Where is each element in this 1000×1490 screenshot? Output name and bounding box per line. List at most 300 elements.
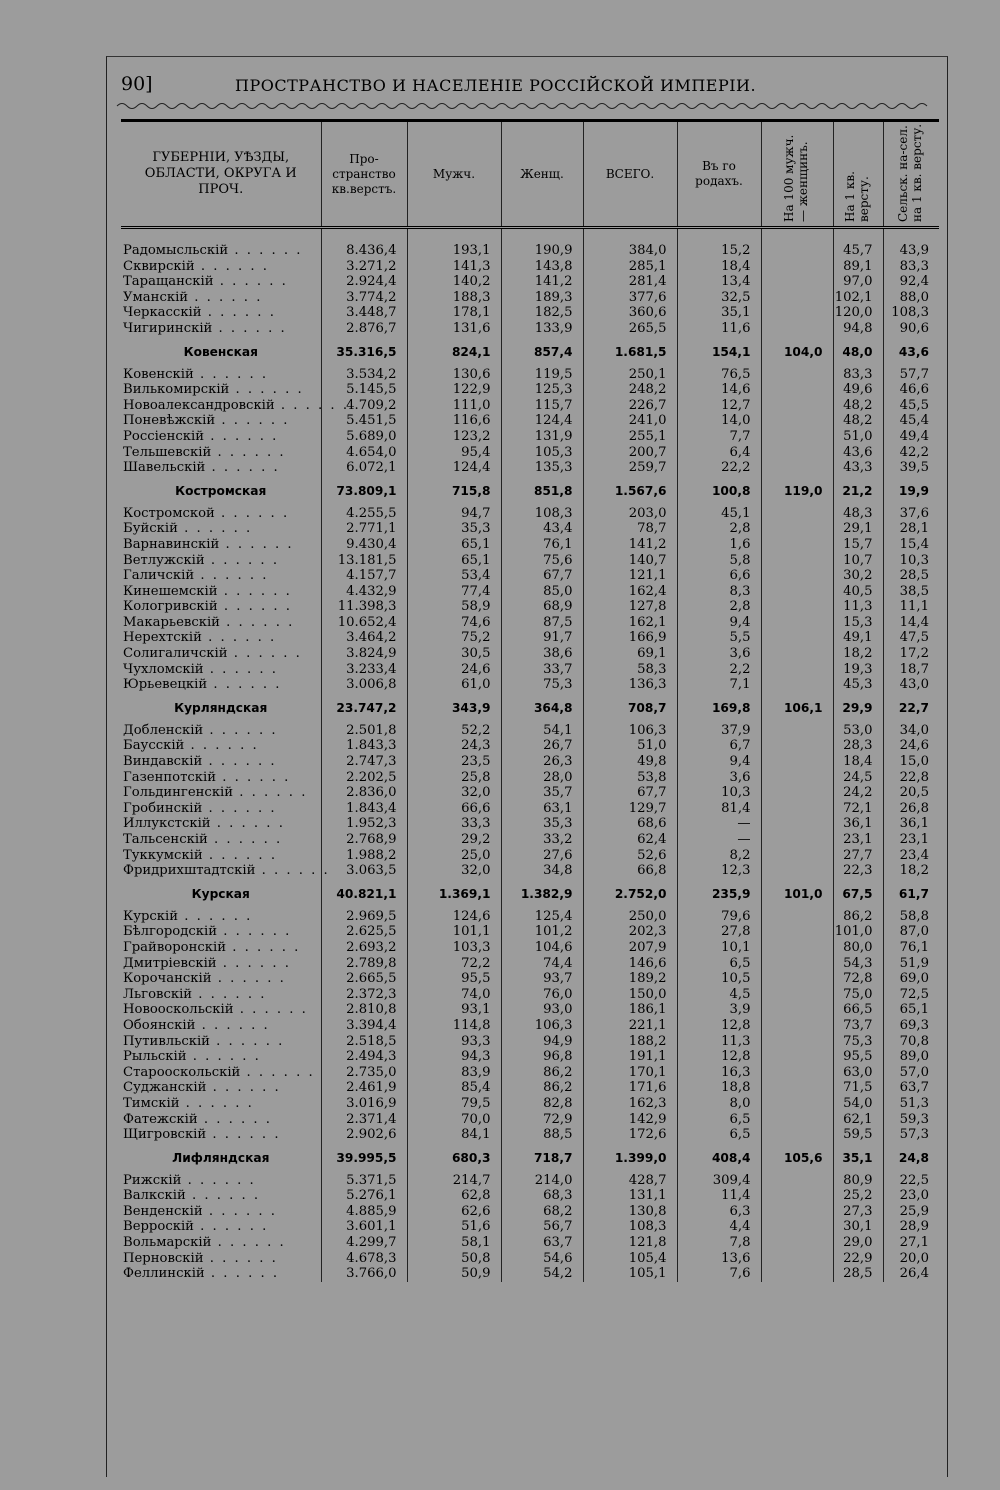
density-cell: 73,7 xyxy=(833,1018,883,1034)
ratio-cell xyxy=(761,646,833,662)
female-cell: 88,5 xyxy=(501,1127,583,1143)
female-cell: 718,7 xyxy=(501,1143,583,1173)
table-row xyxy=(121,738,939,754)
female-cell: 182,5 xyxy=(501,305,583,321)
female-cell: 101,2 xyxy=(501,924,583,940)
female-cell: 54,6 xyxy=(501,1251,583,1267)
density-cell: 30,2 xyxy=(833,568,883,584)
total-cell: 162,1 xyxy=(583,615,677,631)
area-cell: 5.276,1 xyxy=(321,1188,407,1204)
district-name: Костромской . . . . . . xyxy=(123,505,290,521)
total-cell: 2.752,0 xyxy=(583,879,677,909)
total-cell: 136,3 xyxy=(583,677,677,693)
district-name: Новооскольскій . . . . . . xyxy=(123,1002,308,1018)
male-cell: 131,6 xyxy=(407,321,501,337)
density-cell: 27,7 xyxy=(833,848,883,864)
female-cell: 35,7 xyxy=(501,785,583,801)
leader-dots: . . . . . . xyxy=(211,1235,286,1251)
total-cell: 162,4 xyxy=(583,584,677,600)
table-row xyxy=(121,274,939,290)
total-cell: 250,0 xyxy=(583,909,677,925)
area-cell: 4.678,3 xyxy=(321,1251,407,1267)
total-cell: 248,2 xyxy=(583,382,677,398)
area-cell: 2.902,6 xyxy=(321,1127,407,1143)
leader-dots: . . . . . . xyxy=(194,258,269,274)
total-cell: 105,1 xyxy=(583,1266,677,1282)
total-cell: 360,6 xyxy=(583,305,677,321)
total-cell: 142,9 xyxy=(583,1112,677,1128)
area-cell: 2.768,9 xyxy=(321,832,407,848)
district-name: Вилькомирскій . . . . . . xyxy=(123,382,304,398)
leader-dots: . . . . . . xyxy=(206,1127,281,1143)
area-cell: 40.821,1 xyxy=(321,879,407,909)
table-row xyxy=(121,305,939,321)
province-total-row xyxy=(121,879,939,909)
rural-cell: 51,3 xyxy=(883,1096,939,1112)
ratio-cell xyxy=(761,1112,833,1128)
ratio-cell xyxy=(761,662,833,678)
area-cell: 2.836,0 xyxy=(321,785,407,801)
leader-dots: . . . . . . xyxy=(217,583,292,599)
density-cell: 21,2 xyxy=(833,476,883,506)
male-cell: 65,1 xyxy=(407,537,501,553)
female-cell: 26,3 xyxy=(501,754,583,770)
female-cell: 68,9 xyxy=(501,599,583,615)
male-cell: 50,8 xyxy=(407,1251,501,1267)
rural-cell: 49,4 xyxy=(883,429,939,445)
male-cell: 25,8 xyxy=(407,770,501,786)
rural-cell: 24,8 xyxy=(883,1143,939,1173)
area-cell: 2.518,5 xyxy=(321,1034,407,1050)
female-cell: 1.382,9 xyxy=(501,879,583,909)
total-cell: 51,0 xyxy=(583,738,677,754)
leader-dots: . . . . . . xyxy=(186,1049,261,1065)
density-cell: 18,2 xyxy=(833,646,883,662)
leader-dots: . . . . . . xyxy=(177,521,253,537)
table-row xyxy=(121,1080,939,1096)
table-row xyxy=(121,1235,939,1251)
female-cell: 54,1 xyxy=(501,723,583,739)
ratio-cell xyxy=(761,754,833,770)
leader-dots: . . . . . . xyxy=(219,614,295,630)
area-cell: 3.016,9 xyxy=(321,1096,407,1112)
female-cell: 76,1 xyxy=(501,537,583,553)
district-name: Курская xyxy=(191,886,250,901)
female-cell: 86,2 xyxy=(501,1080,583,1096)
leader-dots: . . . . . . xyxy=(207,677,282,693)
male-cell: 52,2 xyxy=(407,723,501,739)
area-cell: 2.735,0 xyxy=(321,1065,407,1081)
district-name: Чухломскій . . . . . . xyxy=(123,661,278,677)
rural-cell: 34,0 xyxy=(883,723,939,739)
area-cell: 4.157,7 xyxy=(321,568,407,584)
rural-cell: 23,0 xyxy=(883,1188,939,1204)
ratio-cell xyxy=(761,599,833,615)
table-row xyxy=(121,568,939,584)
female-cell: 85,0 xyxy=(501,584,583,600)
towns-cell: 32,5 xyxy=(677,290,761,306)
density-cell: 120,0 xyxy=(833,305,883,321)
population-table xyxy=(121,119,939,1282)
ratio-cell xyxy=(761,537,833,553)
area-cell: 3.464,2 xyxy=(321,630,407,646)
total-cell: 207,9 xyxy=(583,940,677,956)
density-cell: 27,3 xyxy=(833,1204,883,1220)
table-header-row xyxy=(121,121,939,228)
total-cell: 66,8 xyxy=(583,863,677,879)
ratio-cell xyxy=(761,367,833,383)
rural-cell: 45,4 xyxy=(883,413,939,429)
ratio-cell: 119,0 xyxy=(761,476,833,506)
area-cell: 39.995,5 xyxy=(321,1143,407,1173)
density-cell: 71,5 xyxy=(833,1080,883,1096)
ratio-cell xyxy=(761,848,833,864)
female-cell: 104,6 xyxy=(501,940,583,956)
ratio-cell xyxy=(761,1018,833,1034)
rural-cell: 58,8 xyxy=(883,909,939,925)
towns-cell: 100,8 xyxy=(677,476,761,506)
province-total-row xyxy=(121,337,939,367)
page-number: 90] xyxy=(121,73,153,95)
male-cell: 343,9 xyxy=(407,693,501,723)
density-cell: 63,0 xyxy=(833,1065,883,1081)
female-cell: 143,8 xyxy=(501,259,583,275)
towns-cell: 4,5 xyxy=(677,987,761,1003)
district-name: Перновскій . . . . . . xyxy=(123,1250,278,1266)
ratio-cell xyxy=(761,321,833,337)
table-row xyxy=(121,723,939,739)
total-cell: 58,3 xyxy=(583,662,677,678)
area-cell: 13.181,5 xyxy=(321,553,407,569)
female-cell: 38,6 xyxy=(501,646,583,662)
table-row xyxy=(121,553,939,569)
towns-cell: 5,8 xyxy=(677,553,761,569)
table-row xyxy=(121,429,939,445)
table-body xyxy=(121,228,939,1282)
rural-cell: 39,5 xyxy=(883,460,939,476)
leader-dots: . . . . . . xyxy=(255,863,330,879)
male-cell: 50,9 xyxy=(407,1266,501,1282)
total-cell: 62,4 xyxy=(583,832,677,848)
total-cell: 285,1 xyxy=(583,259,677,275)
towns-cell: 76,5 xyxy=(677,367,761,383)
rural-cell: 11,1 xyxy=(883,599,939,615)
female-cell: 35,3 xyxy=(501,816,583,832)
female-cell: 72,9 xyxy=(501,1112,583,1128)
rural-cell: 57,3 xyxy=(883,1127,939,1143)
density-cell: 80,9 xyxy=(833,1173,883,1189)
area-cell: 3.766,0 xyxy=(321,1266,407,1282)
total-cell: 129,7 xyxy=(583,801,677,817)
male-cell: 122,9 xyxy=(407,382,501,398)
leader-dots: . . . . . . xyxy=(216,955,291,971)
density-cell: 28,5 xyxy=(833,1266,883,1282)
male-cell: 72,2 xyxy=(407,956,501,972)
towns-cell: 79,6 xyxy=(677,909,761,925)
total-cell: 259,7 xyxy=(583,460,677,476)
area-cell: 3.774,2 xyxy=(321,290,407,306)
table-row xyxy=(121,599,939,615)
ratio-cell xyxy=(761,305,833,321)
rural-cell: 28,9 xyxy=(883,1219,939,1235)
ratio-cell xyxy=(761,1188,833,1204)
leader-dots: . . . . . . xyxy=(179,1095,254,1111)
rural-cell: 43,6 xyxy=(883,337,939,367)
leader-dots: . . . . . . xyxy=(216,769,291,785)
density-cell: 49,6 xyxy=(833,382,883,398)
table-row xyxy=(121,1018,939,1034)
district-name: Грайворонскій . . . . . . xyxy=(123,939,301,955)
ratio-cell xyxy=(761,259,833,275)
table-row xyxy=(121,521,939,537)
district-name: Корочанскій . . . . . . xyxy=(123,971,286,987)
rural-cell: 83,3 xyxy=(883,259,939,275)
female-cell: 27,6 xyxy=(501,848,583,864)
ratio-cell xyxy=(761,228,833,259)
rural-cell: 63,7 xyxy=(883,1080,939,1096)
area-cell: 4.299,7 xyxy=(321,1235,407,1251)
male-cell: 25,0 xyxy=(407,848,501,864)
rural-cell: 57,7 xyxy=(883,367,939,383)
female-cell: 214,0 xyxy=(501,1173,583,1189)
density-cell: 45,7 xyxy=(833,228,883,259)
leader-dots: . . . . . . xyxy=(202,847,278,863)
district-name: Гольдингенскій . . . . . . xyxy=(123,785,308,801)
total-cell: 200,7 xyxy=(583,445,677,461)
female-cell: 124,4 xyxy=(501,413,583,429)
total-cell: 108,3 xyxy=(583,1219,677,1235)
towns-cell: 15,2 xyxy=(677,228,761,259)
rural-cell: 45,5 xyxy=(883,398,939,414)
ratio-cell xyxy=(761,940,833,956)
ratio-cell xyxy=(761,429,833,445)
table-row xyxy=(121,909,939,925)
header-towns: Въ го родахъ. xyxy=(677,121,761,228)
towns-cell: 2,8 xyxy=(677,599,761,615)
total-cell: 171,6 xyxy=(583,1080,677,1096)
female-cell: 106,3 xyxy=(501,1018,583,1034)
density-cell: 43,6 xyxy=(833,445,883,461)
male-cell: 111,0 xyxy=(407,398,501,414)
rural-cell: 28,1 xyxy=(883,521,939,537)
leader-dots: . . . . . . xyxy=(204,1266,280,1282)
male-cell: 114,8 xyxy=(407,1018,501,1034)
area-cell: 3.394,4 xyxy=(321,1018,407,1034)
district-name: Сквирскій . . . . . . xyxy=(123,258,269,274)
male-cell: 94,7 xyxy=(407,506,501,522)
ratio-cell xyxy=(761,290,833,306)
density-cell: 18,4 xyxy=(833,754,883,770)
rural-cell: 24,6 xyxy=(883,738,939,754)
male-cell: 715,8 xyxy=(407,476,501,506)
district-name: Бѣлгородскій . . . . . . xyxy=(123,924,292,940)
towns-cell: — xyxy=(677,832,761,848)
total-cell: 150,0 xyxy=(583,987,677,1003)
total-cell: 241,0 xyxy=(583,413,677,429)
towns-cell: 11,3 xyxy=(677,1034,761,1050)
total-cell: 191,1 xyxy=(583,1049,677,1065)
towns-cell: 6,5 xyxy=(677,1127,761,1143)
male-cell: 62,8 xyxy=(407,1188,501,1204)
rural-cell: 108,3 xyxy=(883,305,939,321)
total-cell: 377,6 xyxy=(583,290,677,306)
district-name: Нерехтскій . . . . . . xyxy=(123,630,277,646)
towns-cell: 16,3 xyxy=(677,1065,761,1081)
male-cell: 65,1 xyxy=(407,553,501,569)
towns-cell: 235,9 xyxy=(677,879,761,909)
rural-cell: 90,6 xyxy=(883,321,939,337)
towns-cell: 1,6 xyxy=(677,537,761,553)
page-title: ПРОСТРАНСТВО И НАСЕЛЕНІЕ РОССІЙСКОЙ ИМПЕРІИ. xyxy=(235,76,757,95)
total-cell: 384,0 xyxy=(583,228,677,259)
leader-dots: . . . . . . xyxy=(209,1033,285,1049)
total-cell: 146,6 xyxy=(583,956,677,972)
district-name: Баусскій . . . . . . xyxy=(123,738,259,754)
rural-cell: 26,4 xyxy=(883,1266,939,1282)
ratio-cell xyxy=(761,584,833,600)
area-cell: 3.271,2 xyxy=(321,259,407,275)
area-cell: 2.810,8 xyxy=(321,1002,407,1018)
table-row xyxy=(121,646,939,662)
ratio-cell xyxy=(761,274,833,290)
district-name: Верроскій . . . . . . xyxy=(123,1219,269,1235)
area-cell: 4.709,2 xyxy=(321,398,407,414)
male-cell: 140,2 xyxy=(407,274,501,290)
district-name: Курскій . . . . . . xyxy=(123,908,253,924)
district-name: Дмитріевскій . . . . . . xyxy=(123,955,291,971)
district-name: Старооскольскій . . . . . . xyxy=(123,1064,315,1080)
density-cell: 19,3 xyxy=(833,662,883,678)
ratio-cell: 104,0 xyxy=(761,337,833,367)
rural-cell: 37,6 xyxy=(883,506,939,522)
female-cell: 135,3 xyxy=(501,460,583,476)
female-cell: 93,7 xyxy=(501,971,583,987)
leader-dots: . . . . . . xyxy=(204,552,280,568)
ratio-cell xyxy=(761,1002,833,1018)
female-cell: 87,5 xyxy=(501,615,583,631)
male-cell: 24,6 xyxy=(407,662,501,678)
rural-cell: 47,5 xyxy=(883,630,939,646)
density-cell: 97,0 xyxy=(833,274,883,290)
leader-dots: . . . . . . xyxy=(212,320,287,336)
rural-cell: 87,0 xyxy=(883,924,939,940)
male-cell: 30,5 xyxy=(407,646,501,662)
towns-cell: 8,2 xyxy=(677,848,761,864)
leader-dots: . . . . . . xyxy=(205,460,280,476)
leader-dots: . . . . . . xyxy=(193,366,269,382)
table-row xyxy=(121,584,939,600)
province-total-row xyxy=(121,693,939,723)
area-cell: 2.372,3 xyxy=(321,987,407,1003)
density-cell: 22,3 xyxy=(833,863,883,879)
ratio-cell xyxy=(761,1034,833,1050)
leader-dots: . . . . . . xyxy=(185,1188,261,1204)
table-row xyxy=(121,228,939,259)
table-row xyxy=(121,863,939,879)
total-cell: 1.681,5 xyxy=(583,337,677,367)
female-cell: 91,7 xyxy=(501,630,583,646)
area-cell: 9.430,4 xyxy=(321,537,407,553)
ratio-cell xyxy=(761,816,833,832)
total-cell: 49,8 xyxy=(583,754,677,770)
total-cell: 53,8 xyxy=(583,770,677,786)
total-cell: 121,8 xyxy=(583,1235,677,1251)
table-row xyxy=(121,506,939,522)
towns-cell: 13,6 xyxy=(677,1251,761,1267)
table-row xyxy=(121,1266,939,1282)
district-name: Ковенская xyxy=(183,344,258,359)
male-cell: 77,4 xyxy=(407,584,501,600)
ratio-cell xyxy=(761,615,833,631)
total-cell: 265,5 xyxy=(583,321,677,337)
rural-cell: 51,9 xyxy=(883,956,939,972)
ratio-cell xyxy=(761,1204,833,1220)
towns-cell: 10,1 xyxy=(677,940,761,956)
rural-cell: 10,3 xyxy=(883,553,939,569)
female-cell: 108,3 xyxy=(501,506,583,522)
male-cell: 32,0 xyxy=(407,785,501,801)
density-cell: 24,5 xyxy=(833,770,883,786)
district-name: Костромская xyxy=(175,483,267,498)
area-cell: 3.824,9 xyxy=(321,646,407,662)
rural-cell: 89,0 xyxy=(883,1049,939,1065)
towns-cell: 12,8 xyxy=(677,1018,761,1034)
leader-dots: . . . . . . xyxy=(215,413,290,429)
district-name: Кологривскій . . . . . . xyxy=(123,599,292,615)
leader-dots: . . . . . . xyxy=(206,1080,281,1096)
density-cell: 11,3 xyxy=(833,599,883,615)
leader-dots: . . . . . . xyxy=(204,428,279,444)
area-cell: 73.809,1 xyxy=(321,476,407,506)
table-row xyxy=(121,615,939,631)
district-name: Черкасскій . . . . . . xyxy=(123,305,276,321)
leader-dots: . . . . . . xyxy=(203,1250,278,1266)
rural-cell: 22,5 xyxy=(883,1173,939,1189)
table-row xyxy=(121,832,939,848)
table-row xyxy=(121,537,939,553)
district-name: Суджанскій . . . . . . xyxy=(123,1080,281,1096)
rural-cell: 19,9 xyxy=(883,476,939,506)
district-name: Тимскій . . . . . . xyxy=(123,1095,254,1111)
district-name: Чигиринскій . . . . . . xyxy=(123,320,287,336)
ratio-cell xyxy=(761,723,833,739)
towns-cell: 22,2 xyxy=(677,460,761,476)
district-name: Обоянскій . . . . . . xyxy=(123,1017,270,1033)
male-cell: 53,4 xyxy=(407,568,501,584)
area-cell: 4.654,0 xyxy=(321,445,407,461)
towns-cell: 8,0 xyxy=(677,1096,761,1112)
district-name: Валкскій . . . . . . xyxy=(123,1188,261,1204)
towns-cell: 6,6 xyxy=(677,568,761,584)
area-cell: 8.436,4 xyxy=(321,228,407,259)
male-cell: 61,0 xyxy=(407,677,501,693)
towns-cell: 45,1 xyxy=(677,506,761,522)
total-cell: 255,1 xyxy=(583,429,677,445)
leader-dots: . . . . . . xyxy=(184,738,259,754)
density-cell: 43,3 xyxy=(833,460,883,476)
female-cell: 33,7 xyxy=(501,662,583,678)
header-rural-density: Сельск. на-сел. на 1 кв. версту. xyxy=(896,123,925,222)
leader-dots: . . . . . . xyxy=(207,832,283,847)
male-cell: 58,1 xyxy=(407,1235,501,1251)
density-cell: 89,1 xyxy=(833,259,883,275)
total-cell: 1.399,0 xyxy=(583,1143,677,1173)
total-cell: 166,9 xyxy=(583,630,677,646)
leader-dots: . . . . . . xyxy=(202,1203,277,1219)
rural-cell: 61,7 xyxy=(883,879,939,909)
male-cell: 29,2 xyxy=(407,832,501,848)
rural-cell: 43,9 xyxy=(883,228,939,259)
